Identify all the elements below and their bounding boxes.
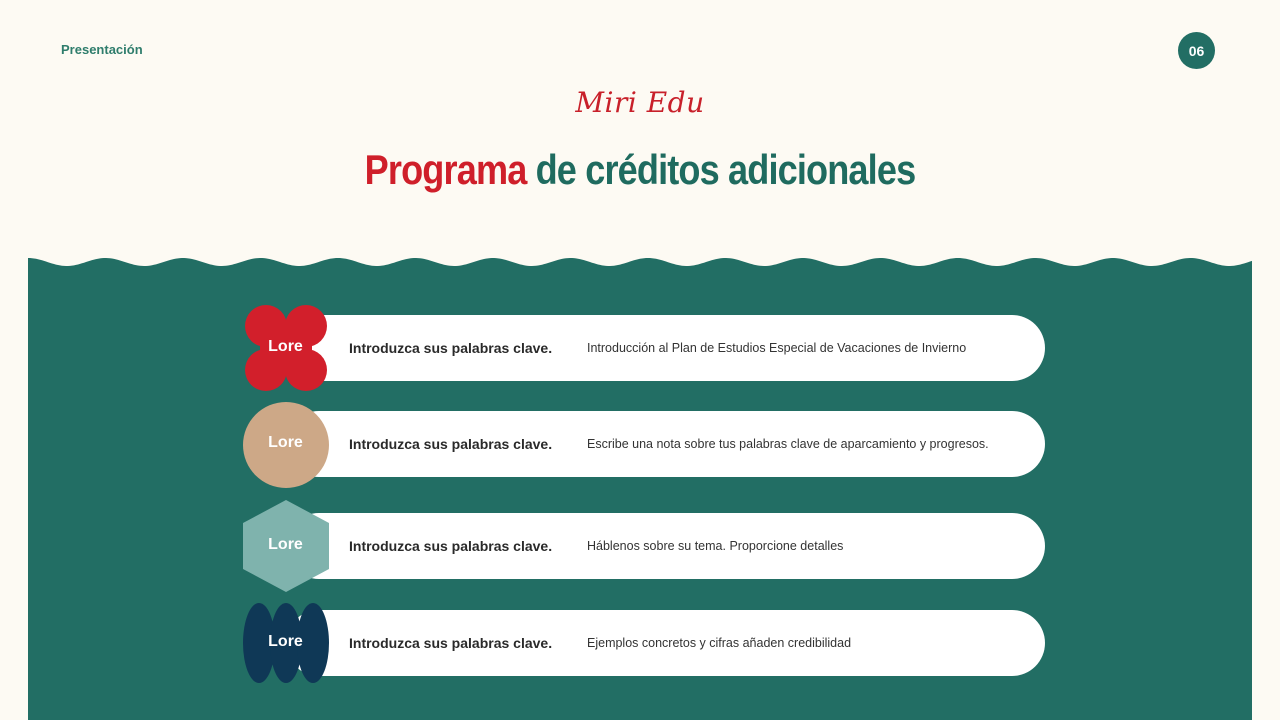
keyword-text: Introduzca sus palabras clave. xyxy=(349,635,553,651)
list-row xyxy=(242,411,1045,477)
description-text: Escribe una nota sobre tus palabras clave de aparcamiento y progresos. xyxy=(587,437,989,451)
keyword-text: Introduzca sus palabras clave. xyxy=(349,436,553,452)
title-highlight: Programa xyxy=(364,146,527,193)
list-row xyxy=(242,513,1045,579)
description-text: Háblenos sobre su tema. Proporcione detalles xyxy=(587,539,844,553)
keyword-text: Introduzca sus palabras clave. xyxy=(349,538,553,554)
header-label: Presentación xyxy=(61,42,143,57)
shape-label: Lore xyxy=(268,434,303,451)
description-text: Introducción al Plan de Estudios Especial de Vacaciones de Invierno xyxy=(587,341,967,355)
shape-label: Lore xyxy=(268,633,303,650)
brand-logo: Miri Edu xyxy=(575,86,705,119)
shape-label: Lore xyxy=(268,338,303,355)
title-rest: de créditos adicionales xyxy=(535,146,916,193)
list-row xyxy=(242,610,1045,676)
keyword-text: Introduzca sus palabras clave. xyxy=(349,340,553,356)
page-number-badge: 06 xyxy=(1178,32,1215,69)
list-row xyxy=(242,315,1045,381)
description-text: Ejemplos concretos y cifras añaden credibilidad xyxy=(587,636,852,650)
slide-title xyxy=(90,146,1191,194)
shape-label: Lore xyxy=(268,536,303,553)
